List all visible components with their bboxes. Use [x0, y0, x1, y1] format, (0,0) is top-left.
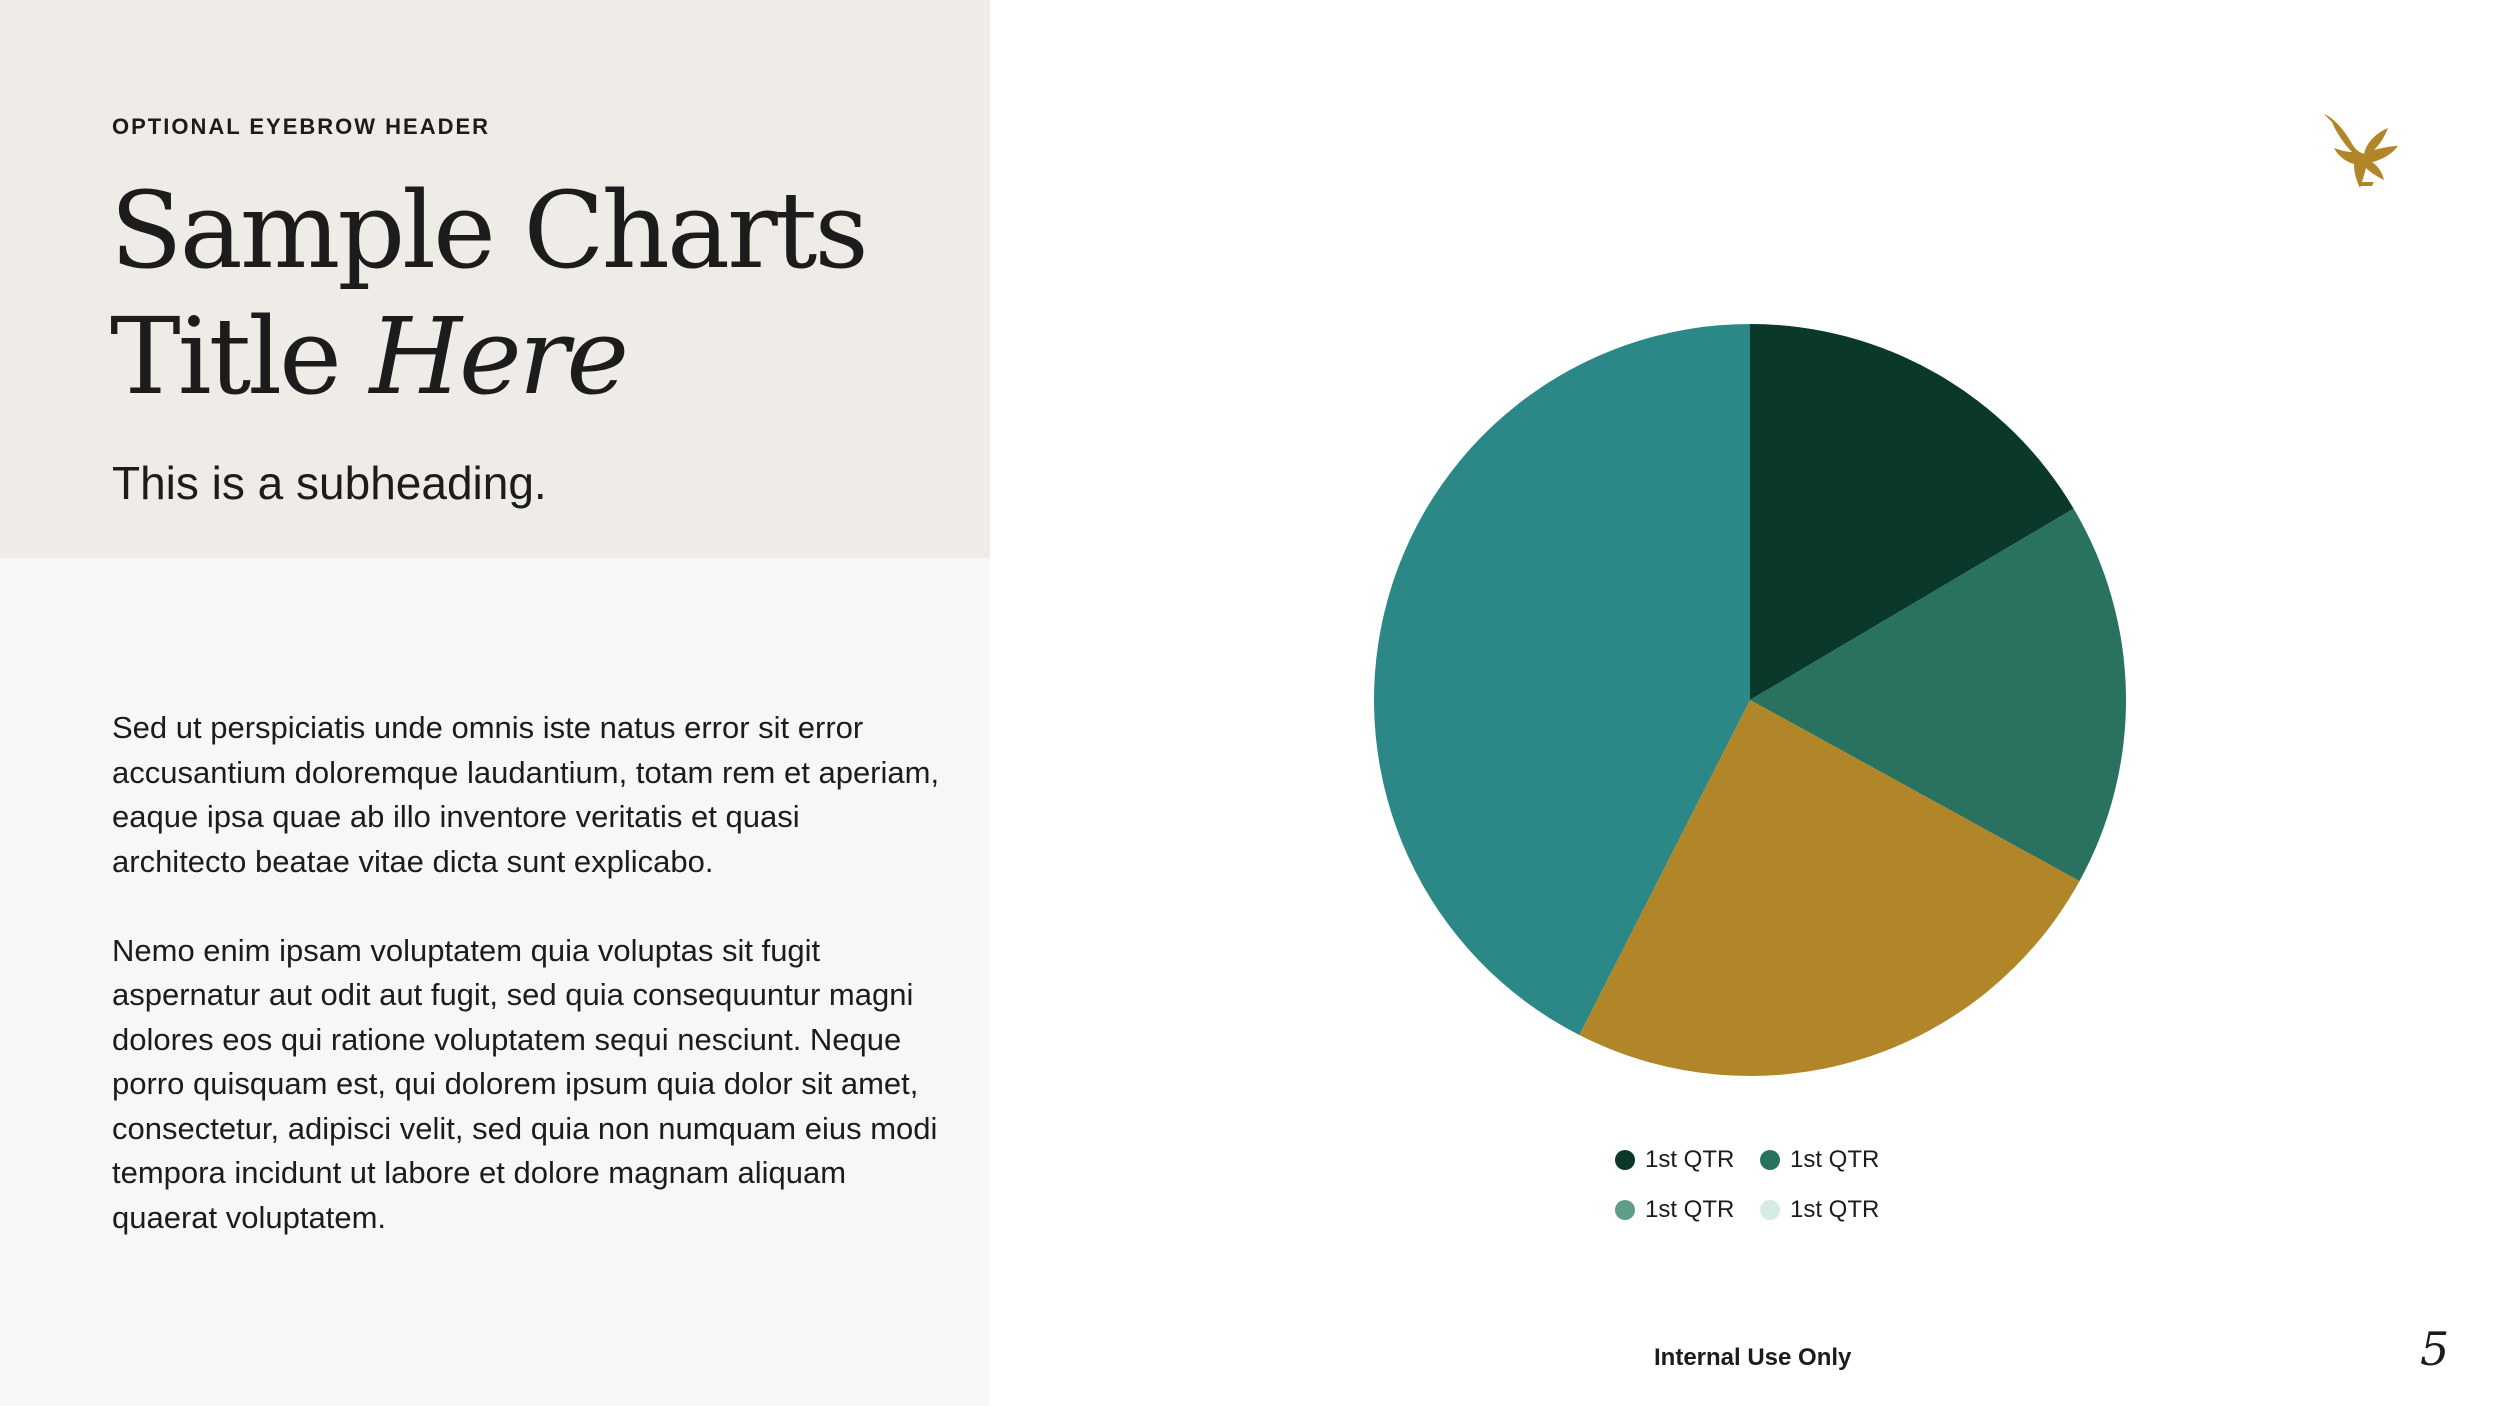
body-copy [112, 706, 942, 1285]
legend-item-1 [1615, 1146, 1760, 1174]
eagle-icon [2318, 108, 2404, 194]
body-paragraph-1: Sed ut perspiciatis unde omnis iste natus error sit error accusantium doloremque laudantium, totam rem et aperiam, eaque ipsa quae ab illo inventore veritatis et quasi architecto beatae vitae dicta sunt explicabo. [112, 710, 940, 879]
title-line-2 [110, 294, 970, 420]
subheading: This is a subheading. [112, 457, 547, 509]
body-paragraph-2: Nemo enim ipsam voluptatem quia voluptas sit fugit aspernatur aut odit aut fugit, sed quia consequuntur magni dolores eos qui ratione voluptatem sequi nesciunt. Neque porro quisquam est, qui dolorem ipsum quia dolor sit amet, consectetur, adipisci velit, sed quia non numquam eius modi tempora incidunt ut labore et dolore magnam aliquam quaerat voluptatem. [112, 932, 938, 1235]
legend-item-2 [1760, 1146, 1895, 1174]
legend-item-4 [1760, 1196, 1895, 1224]
title-line-2-plain: Title [110, 295, 370, 418]
page-number: 5 [2420, 1322, 2450, 1376]
legend-swatch-4 [1760, 1200, 1780, 1220]
pie-chart [1360, 310, 2140, 1090]
legend-item-3 [1615, 1196, 1760, 1224]
legend-label-3: 1st QTR [1645, 1196, 1735, 1223]
title-line-2-italic: Here [369, 295, 627, 418]
legend-swatch-1 [1615, 1150, 1635, 1170]
legend-label-4: 1st QTR [1790, 1196, 1880, 1223]
eyebrow-header: OPTIONAL EYEBROW HEADER [112, 114, 491, 139]
legend-label-1: 1st QTR [1645, 1146, 1735, 1173]
legend-swatch-3 [1615, 1200, 1635, 1220]
footer-label: Internal Use Only [1654, 1344, 1852, 1371]
title-line-1: Sample Charts [110, 169, 866, 292]
chart-legend [1615, 1146, 1895, 1224]
legend-label-2: 1st QTR [1790, 1146, 1880, 1173]
page-title [110, 168, 970, 420]
legend-swatch-2 [1760, 1150, 1780, 1170]
